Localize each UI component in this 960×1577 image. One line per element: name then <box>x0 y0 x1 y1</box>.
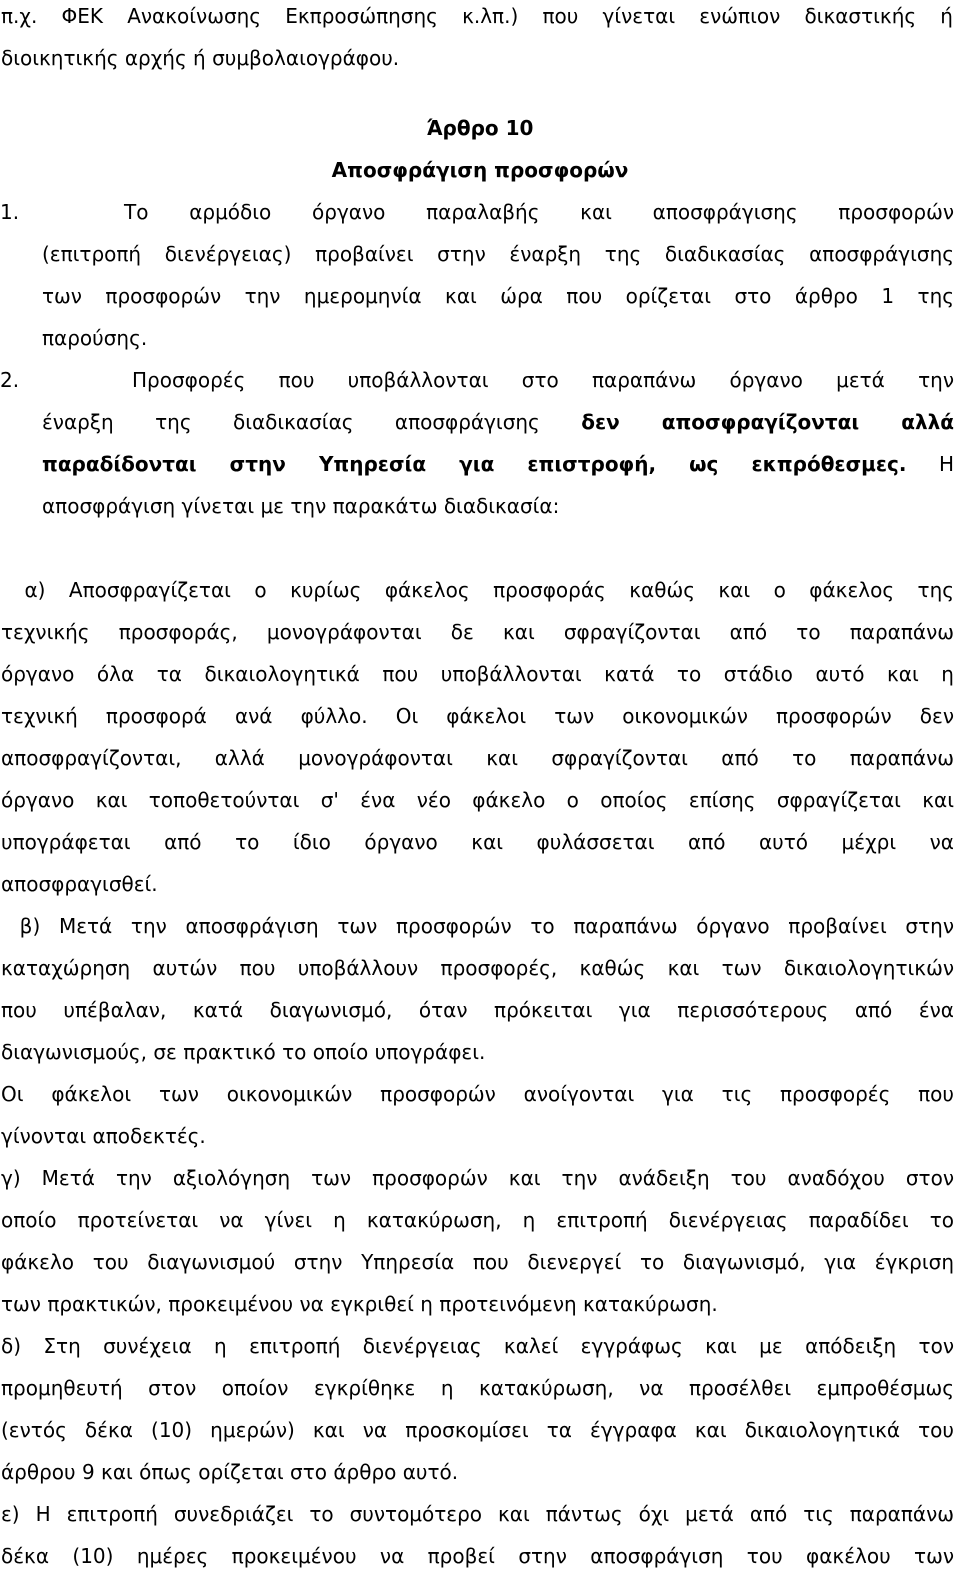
para-a-line-1: α) Αποσφραγίζεται ο κυρίως φάκελος προσφοράς καθώς και ο φάκελος της <box>1 578 954 602</box>
para-folders-line-1: Οι φάκελοι των οικονομικών προσφορών ανοίγονται για τις προσφορές που <box>1 1082 954 1106</box>
para-d-line-4: άρθρου 9 και όπως ορίζεται στο άρθρο αυτό. <box>1 1460 459 1484</box>
item-2-line-2-emphasis: δεν αποσφραγίζονται αλλά <box>581 410 955 434</box>
item-2-line-3 <box>42 443 954 485</box>
para-folders-line-2: γίνονται αποδεκτές. <box>1 1124 206 1148</box>
para-a-line-6: όργανο και τοποθετούνται σ' ένα νέο φάκελο ο οποίος επίσης σφραγίζεται και <box>1 788 954 812</box>
para-d-line-1: δ) Στη συνέχεια η επιτροπή διενέργειας καλεί εγγράφως και με απόδειξη τον <box>1 1334 954 1358</box>
paragraph-d <box>1 1325 954 1493</box>
para-e-line-1: ε) Η επιτροπή συνεδριάζει το συντομότερο και πάντως όχι μετά από τις παραπάνω <box>1 1502 954 1526</box>
article-heading: Άρθρο 10 <box>426 116 534 140</box>
item-1-line-3: των προσφορών την ημερομηνία και ώρα που ορίζεται στο άρθρο 1 της <box>42 284 954 308</box>
paragraph-e <box>1 1493 954 1577</box>
item-2-line-3-emphasis: παραδίδονται στην Υπηρεσία για επιστροφή, ως εκπρόθεσμες. <box>42 452 907 476</box>
para-e-line-2: δέκα (10) ημέρες προκειμένου να προβεί στην αποσφράγιση του φακέλου των <box>1 1544 954 1568</box>
para-b-line-1: β) Μετά την αποσφράγιση των προσφορών το παραπάνω όργανο προβαίνει στην <box>1 914 954 938</box>
item-number: 1. <box>0 200 20 224</box>
para-a-line-7: υπογράφεται από το ίδιο όργανο και φυλάσσεται από αυτό μέχρι να <box>1 830 954 854</box>
intro-text <box>1 0 953 79</box>
item-2-line-4: αποσφράγιση γίνεται με την παρακάτω διαδικασία: <box>42 494 560 518</box>
para-d-line-2: προμηθευτή στον οποίον εγκρίθηκε η κατακύρωση, να προσέλθει εμπροθέσμως <box>1 1376 954 1400</box>
para-a-line-3: όργανο όλα τα δικαιολογητικά που υποβάλλονται κατά το στάδιο αυτό και η <box>1 662 954 686</box>
item-2-line-1: Προσφορές που υποβάλλονται στο παραπάνω όργανο μετά την <box>132 368 954 392</box>
para-a-line-4: τεχνική προσφορά ανά φύλλο. Οι φάκελοι των οικονομικών προσφορών δεν <box>1 704 954 728</box>
para-c-line-3: φάκελο του διαγωνισμού στην Υπηρεσία που διενεργεί το διαγωνισμό, για έγκριση <box>1 1250 954 1274</box>
item-1-line-1: Το αρμόδιο όργανο παραλαβής και αποσφράγισης προσφορών <box>124 200 954 224</box>
para-b-line-3: που υπέβαλαν, κατά διαγωνισμό, όταν πρόκειται για περισσότερους από ένα <box>1 998 954 1022</box>
paragraph-a <box>1 569 954 905</box>
item-1-line-4: παρούσης. <box>42 326 148 350</box>
item-2-line-3-text: Η <box>938 452 954 476</box>
item-1-line-2: (επιτροπή διενέργειας) προβαίνει στην έναρξη της διαδικασίας αποσφράγισης <box>42 242 954 266</box>
item-2-line-2-text: έναρξη της διαδικασίας αποσφράγισης <box>42 410 540 434</box>
para-a-line-2: τεχνικής προσφοράς, μονογράφονται δε και σφραγίζονται από το παραπάνω <box>1 620 954 644</box>
para-b-line-2: καταχώρηση αυτών που υποβάλλουν προσφορές, καθώς και των δικαιολογητικών <box>1 956 954 980</box>
para-a-line-8: αποσφραγισθεί. <box>1 872 158 896</box>
para-c-line-2: οποίο προτείνεται να γίνει η κατακύρωση, η επιτροπή διενέργειας παραδίδει το <box>1 1208 954 1232</box>
para-c-line-4: των πρακτικών, προκειμένου να εγκριθεί η προτεινόμενη κατακύρωση. <box>1 1292 718 1316</box>
para-d-line-3: (εντός δέκα (10) ημερών) και να προσκομίσει τα έγγραφα και δικαιολογητικά του <box>1 1418 954 1442</box>
item-number: 2. <box>0 368 20 392</box>
intro-line-2: διοικητικής αρχής ή συμβολαιογράφου. <box>1 46 400 70</box>
para-c-line-1: γ) Μετά την αξιολόγηση των προσφορών και την ανάδειξη του αναδόχου στον <box>1 1166 954 1190</box>
intro-line-1: π.χ. ΦΕΚ Ανακοίνωσης Εκπροσώπησης κ.λπ.) που γίνεται ενώπιον δικαστικής ή <box>1 4 953 28</box>
para-a-line-5: αποσφραγίζονται, αλλά μονογράφονται και σφραγίζονται από το παραπάνω <box>1 746 954 770</box>
paragraph-c <box>1 1157 954 1325</box>
paragraph-folders <box>1 1073 954 1157</box>
para-b-line-4: διαγωνισμούς, σε πρακτικό το οποίο υπογράφει. <box>1 1040 486 1064</box>
item-2-line-2 <box>42 401 954 443</box>
article-title: Αποσφράγιση προσφορών <box>331 158 629 182</box>
paragraph-b <box>1 905 954 1073</box>
